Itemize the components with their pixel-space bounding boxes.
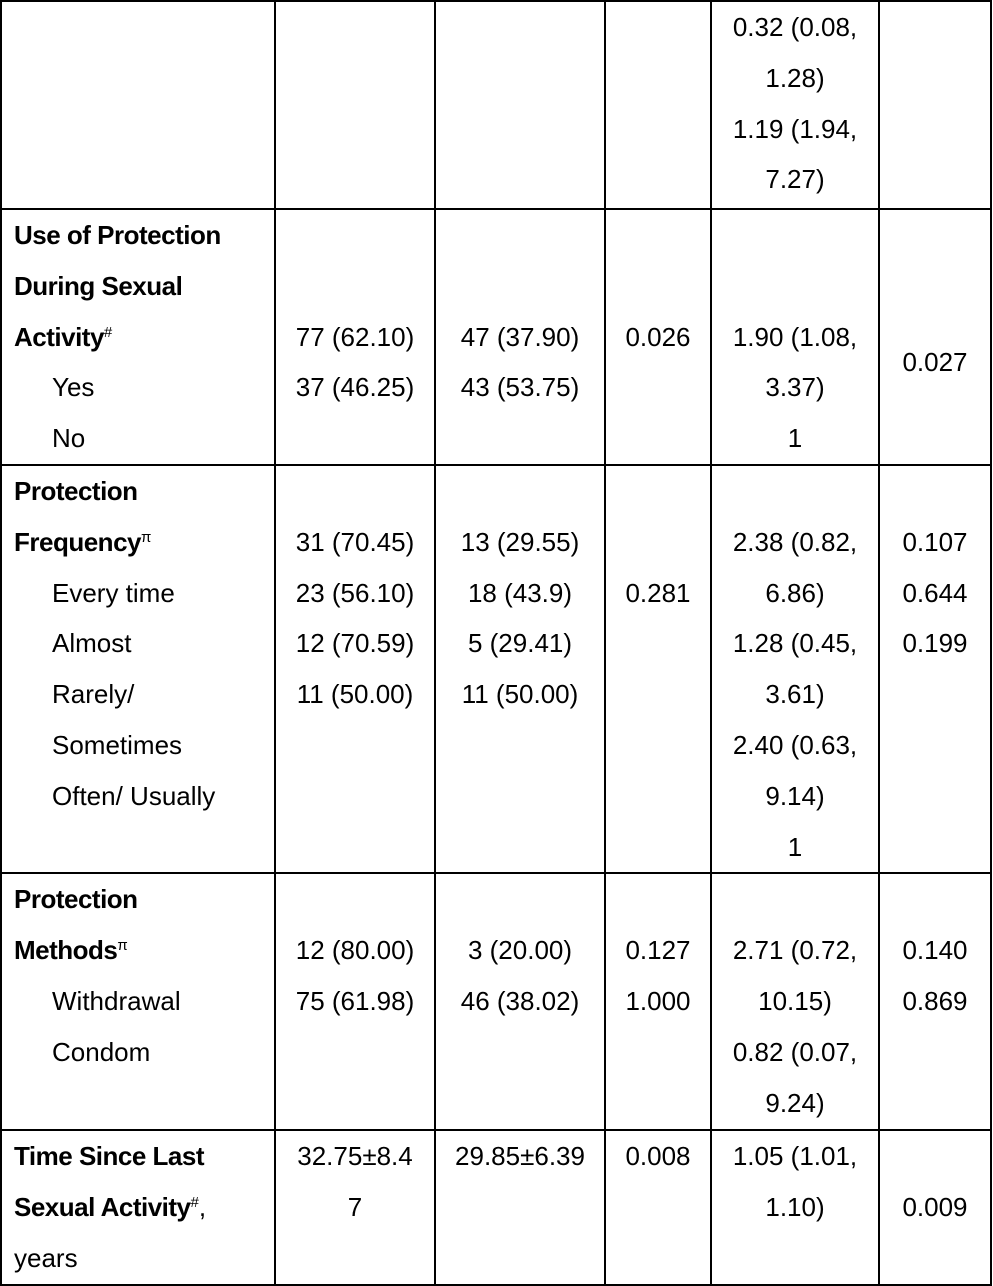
controls-cell: [435, 1130, 605, 1284]
variable-label-cell: [1, 465, 275, 873]
cases-value: 31 (70.45): [295, 526, 415, 557]
controls-cell: [435, 465, 605, 873]
cases-cell: [275, 1130, 435, 1284]
cases-cell: [275, 1, 435, 209]
variable-label: Protection: [14, 476, 138, 506]
category-label: No: [52, 423, 86, 454]
or-line: 3.37): [765, 372, 825, 403]
variable-label: Frequency: [14, 526, 141, 557]
cases-value: 23 (56.10): [295, 577, 415, 608]
cases-value: 77 (62.10): [295, 321, 415, 352]
cases-value: 7: [347, 1192, 363, 1223]
table-row: [1, 1, 991, 209]
or-line: 1.28 (0.45,: [732, 628, 858, 659]
cases-cell: [275, 209, 435, 465]
odds-ratio-cell: [711, 209, 879, 465]
label-suffix: ,: [198, 1192, 207, 1223]
p-value-cell: [605, 1, 711, 209]
controls-value: 3 (20.00): [467, 935, 573, 966]
adjusted-p-cell: [879, 1, 991, 209]
controls-value: 18 (43.9): [467, 577, 573, 608]
p-value-cell: [605, 1130, 711, 1284]
odds-ratio-cell: [711, 873, 879, 1130]
variable-label: Time Since Last: [14, 1141, 204, 1172]
category-label: Yes: [52, 372, 95, 403]
p-value: 0.127: [625, 935, 691, 966]
controls-cell: [435, 873, 605, 1130]
variable-label: Protection: [14, 884, 138, 915]
or-line: 0.32 (0.08,: [732, 12, 858, 42]
adjusted-p-cell: [879, 465, 991, 873]
cases-value: 12 (70.59): [295, 628, 415, 659]
controls-cell: [435, 209, 605, 465]
cases-value: 75 (61.98): [295, 985, 415, 1016]
category-label: Rarely/: [52, 679, 135, 710]
table-row: [1, 209, 991, 465]
or-line: 1.90 (1.08,: [732, 321, 858, 352]
cases-value: 12 (80.00): [295, 935, 415, 966]
adjusted-p-value: 0.009: [902, 1192, 968, 1223]
p-value: 0.026: [625, 321, 691, 352]
variable-label: Methods: [14, 935, 118, 966]
adjusted-p-value: 0.107: [902, 526, 968, 557]
variable-label-cell: [1, 209, 275, 465]
or-line: 1.28): [765, 62, 825, 93]
or-line: 6.86): [765, 577, 825, 608]
or-line: 7.27): [765, 164, 825, 195]
or-line: 9.14): [765, 780, 825, 811]
or-line: 9.24): [765, 1087, 825, 1118]
category-label: Condom: [52, 1036, 151, 1067]
or-line: 1: [787, 423, 803, 454]
category-label: Sometimes: [52, 729, 183, 760]
or-line: 2.38 (0.82,: [732, 526, 858, 557]
or-line: 2.71 (0.72,: [732, 935, 858, 966]
controls-value: 13 (29.55): [460, 526, 580, 557]
controls-value: 29.85±6.39: [455, 1141, 585, 1172]
or-line: 1.10): [765, 1192, 825, 1223]
footnote-mark: #: [103, 323, 113, 341]
cases-cell: [275, 873, 435, 1130]
cases-cell: [275, 465, 435, 873]
p-value: 0.008: [625, 1141, 691, 1172]
adjusted-p-value: 0.199: [902, 628, 968, 659]
label-cell: [1, 1, 275, 209]
or-line: 1.19 (1.94,: [732, 113, 858, 144]
controls-value: 46 (38.02): [460, 985, 580, 1016]
p-value: 1.000: [625, 985, 691, 1016]
controls-value: 43 (53.75): [460, 372, 580, 403]
footnote-mark: #: [190, 1194, 199, 1212]
footnote-mark: π: [141, 528, 152, 546]
table-row: [1, 465, 991, 873]
adjusted-p-cell: [879, 1130, 991, 1284]
or-line: 2.40 (0.63,: [732, 729, 858, 760]
p-value-cell: [605, 873, 711, 1130]
category-label: Often/ Usually: [52, 780, 216, 811]
variable-label: Sexual Activity: [14, 1192, 191, 1223]
table-row: [1, 1130, 991, 1284]
odds-ratio-cell: [711, 1, 879, 209]
variable-label: During Sexual: [14, 270, 183, 301]
or-line: 10.15): [758, 985, 832, 1016]
or-line: 1.05 (1.01,: [732, 1141, 858, 1172]
cases-value: 32.75±8.4: [297, 1141, 413, 1172]
or-line: 3.61): [765, 679, 825, 710]
controls-value: 47 (37.90): [460, 321, 580, 352]
adjusted-p-cell: [879, 873, 991, 1130]
p-value: 0.281: [625, 577, 691, 608]
footnote-mark: π: [117, 937, 128, 955]
cases-value: 11 (50.00): [296, 679, 414, 710]
adjusted-p-value: 0.644: [902, 577, 968, 608]
table-row: [1, 873, 991, 1130]
adjusted-p-cell: [879, 209, 991, 465]
unit-label: years: [14, 1242, 78, 1273]
variable-label-cell: [1, 1130, 275, 1284]
controls-cell: [435, 1, 605, 209]
variable-label: Use of Protection: [14, 220, 221, 250]
adjusted-p-value: 0.027: [902, 346, 968, 377]
p-value-cell: [605, 465, 711, 873]
variable-label-cell: [1, 873, 275, 1130]
or-line: 1: [787, 831, 803, 862]
controls-value: 11 (50.00): [461, 679, 579, 710]
adjusted-p-value: 0.140: [902, 935, 968, 966]
odds-ratio-cell: [711, 1130, 879, 1284]
variable-label: Activity: [14, 321, 104, 352]
category-label: Withdrawal: [52, 985, 181, 1016]
category-label: Almost: [52, 628, 132, 659]
adjusted-p-value: 0.869: [902, 985, 968, 1016]
category-label: Every time: [52, 577, 175, 608]
p-value-cell: [605, 209, 711, 465]
cases-value: 37 (46.25): [295, 372, 415, 403]
controls-value: 5 (29.41): [467, 628, 573, 659]
odds-ratio-cell: [711, 465, 879, 873]
or-line: 0.82 (0.07,: [732, 1036, 858, 1067]
